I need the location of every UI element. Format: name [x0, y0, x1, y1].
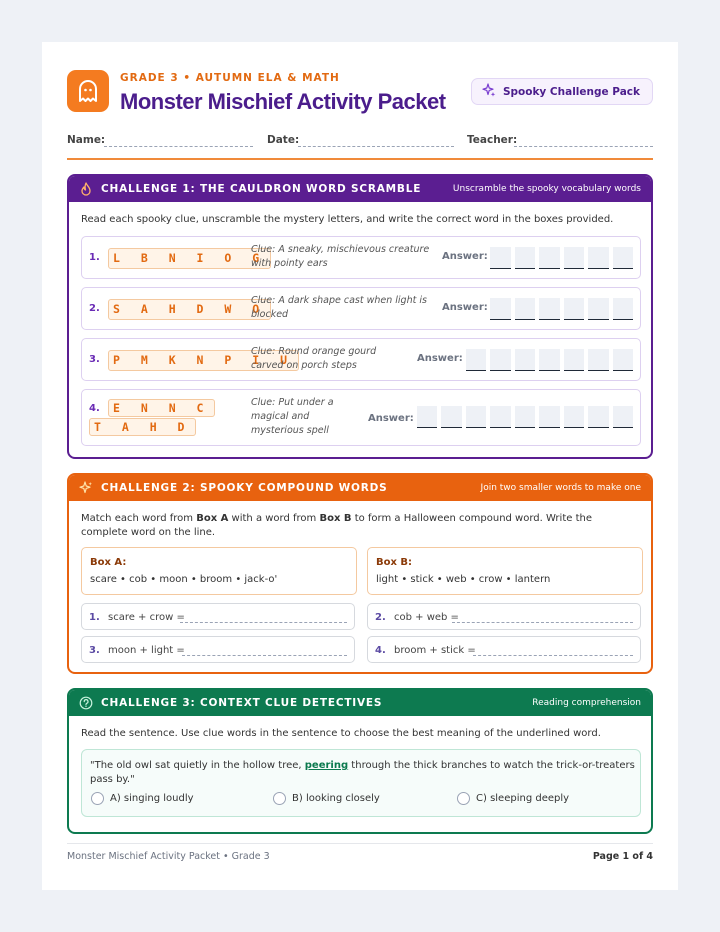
scramble-item — [81, 287, 641, 330]
answer-label: Answer: — [442, 251, 488, 262]
box-b — [367, 547, 643, 595]
name-label: Name: — [67, 134, 106, 146]
compound-expression: broom + stick = — [394, 645, 476, 656]
answer-line[interactable] — [452, 622, 633, 623]
compound-expression: scare + crow = — [108, 612, 185, 623]
item-number: 3. — [89, 645, 100, 656]
box-a-words: scare • cob • moon • broom • jack-o' — [90, 574, 278, 585]
name-field[interactable] — [104, 146, 253, 147]
box-a-label: Box A: — [90, 557, 127, 568]
challenge-1-header — [69, 176, 651, 202]
answer-label: Answer: — [368, 413, 414, 424]
footer-title: Monster Mischief Activity Packet • Grade 3 — [67, 851, 270, 862]
question-icon — [79, 696, 93, 710]
challenge-3-subtitle: Reading comprehension — [532, 698, 641, 708]
challenge-2-subtitle: Join two smaller words to make one — [480, 483, 641, 493]
challenge-2-header — [69, 475, 651, 501]
underlined-word: peering — [304, 760, 349, 771]
challenge-1-title: CHALLENGE 1: THE CAULDRON WORD SCRAMBLE — [101, 183, 422, 195]
compound-expression: moon + light = — [108, 645, 185, 656]
scrambled-letters: E N N C T A H D — [89, 399, 229, 437]
worksheet-page — [42, 42, 678, 890]
answer-line[interactable] — [473, 655, 633, 656]
challenge-3-section — [67, 688, 653, 834]
header — [67, 70, 653, 120]
sparkle-icon — [79, 481, 93, 495]
scrambled-letters: L B N I O G — [108, 248, 271, 269]
item-number: 1. — [89, 612, 100, 623]
item-number: 4. — [89, 403, 100, 414]
box-b-words: light • stick • web • crow • lantern — [376, 574, 551, 585]
challenge-3-header — [69, 690, 651, 716]
option-b[interactable]: B) looking closely — [273, 792, 380, 805]
option-c[interactable]: C) sleeping deeply — [457, 792, 569, 805]
teacher-label: Teacher: — [467, 134, 518, 146]
compound-item — [81, 636, 355, 663]
radio-button[interactable] — [457, 792, 470, 805]
challenge-3-instructions: Read the sentence. Use clue words in the sentence to choose the best meaning of the underlined word. — [81, 728, 601, 739]
radio-button[interactable] — [91, 792, 104, 805]
item-number: 4. — [375, 645, 386, 656]
box-a — [81, 547, 357, 595]
compound-item — [367, 636, 641, 663]
answer-boxes[interactable] — [417, 406, 634, 428]
page-title: Monster Mischief Activity Packet — [120, 89, 446, 114]
scramble-item — [81, 389, 641, 446]
item-number: 3. — [89, 354, 100, 365]
question-sentence: "The old owl sat quietly in the hollow tree, peering through the thick branches to watch the trick-or-treaters pass by." — [90, 760, 635, 785]
question-card — [81, 749, 641, 817]
compound-item — [81, 603, 355, 630]
badge-label: Spooky Challenge Pack — [502, 85, 640, 98]
challenge-2-section — [67, 473, 653, 674]
scramble-item — [81, 338, 641, 381]
grade-kicker: GRADE 3 • AUTUMN ELA & MATH — [120, 72, 340, 84]
clue-text: Clue: Round orange gourd carved on porch steps — [251, 346, 377, 371]
challenge-pack-badge — [471, 78, 653, 105]
clue-text: Clue: A dark shape cast when light is blocked — [251, 295, 427, 320]
challenge-1-instructions: Read each spooky clue, unscramble the mystery letters, and write the correct word in the boxes provided. — [81, 214, 614, 225]
scrambled-letters: P M K N P I U — [108, 350, 299, 371]
item-number: 1. — [89, 252, 100, 263]
answer-boxes[interactable] — [466, 349, 634, 371]
answer-boxes[interactable] — [490, 247, 633, 269]
challenge-3-title: CHALLENGE 3: CONTEXT CLUE DETECTIVES — [101, 697, 383, 709]
date-label: Date: — [267, 134, 300, 146]
radio-button[interactable] — [273, 792, 286, 805]
page-number: Page 1 of 4 — [592, 851, 653, 862]
student-info-line — [67, 132, 653, 150]
answer-label: Answer: — [417, 353, 463, 364]
answer-boxes[interactable] — [490, 298, 633, 320]
option-a[interactable]: A) singing loudly — [91, 792, 194, 805]
challenge-1-subtitle: Unscramble the spooky vocabulary words — [452, 184, 641, 194]
scrambled-letters: S A H D W O — [108, 299, 271, 320]
flame-icon — [79, 182, 93, 196]
answer-line[interactable] — [180, 622, 347, 623]
ghost-icon — [67, 70, 109, 112]
challenge-1-section — [67, 174, 653, 459]
compound-item — [367, 603, 641, 630]
challenge-2-title: CHALLENGE 2: SPOOKY COMPOUND WORDS — [101, 482, 388, 494]
compound-expression: cob + web = — [394, 612, 459, 623]
sparkles-icon — [482, 83, 496, 100]
clue-text: Clue: Put under a magical and mysterious spell — [251, 397, 334, 436]
item-number: 2. — [375, 612, 386, 623]
answer-line[interactable] — [182, 655, 347, 656]
scramble-item — [81, 236, 641, 279]
date-field[interactable] — [298, 146, 454, 147]
teacher-field[interactable] — [514, 146, 653, 147]
box-b-label: Box B: — [376, 557, 413, 568]
answer-label: Answer: — [442, 302, 488, 313]
challenge-2-instructions: Match each word from Box A with a word from Box B to form a Halloween compound word. Write the complete word on the line. — [81, 513, 592, 538]
header-divider — [67, 158, 653, 160]
clue-text: Clue: A sneaky, mischievous creature with pointy ears — [251, 244, 430, 269]
footer-divider — [67, 843, 653, 844]
item-number: 2. — [89, 303, 100, 314]
